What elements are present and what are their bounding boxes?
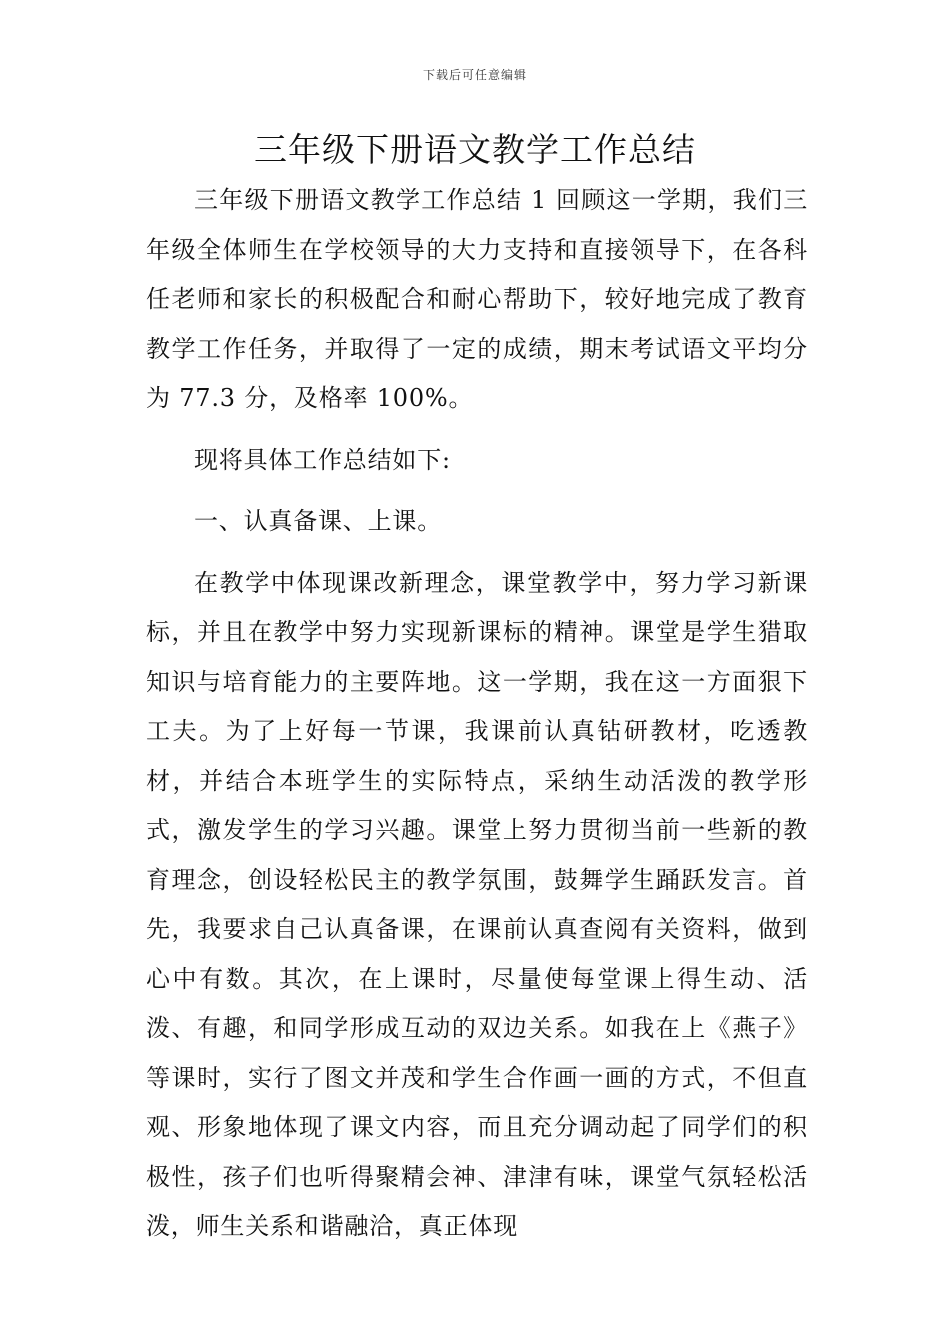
paragraph-summary-lead: 现将具体工作总结如下: — [194, 445, 451, 474]
document-body — [146, 176, 808, 1252]
document-title: 三年级下册语文教学工作总结 — [254, 130, 696, 169]
paragraph-intro: 三年级下册语文教学工作总结 1 回顾这一学期，我们三年级全体师生在学校领导的大力支持和直接领导下，在各科任老师和家长的积极配合和耐心帮助下，较好地完成了教育教学工作任务，并取得了一定的成绩，期末考试语文平均分为 77.3 分，及格率 100%。 — [146, 186, 808, 412]
header-note: 下载后可任意编辑 — [422, 68, 527, 82]
paragraph-section-1: 在教学中体现课改新理念，课堂教学中，努力学习新课标，并且在教学中努力实现新课标的精神。课堂是学生猎取知识与培育能力的主要阵地。这一学期，我在这一方面狠下工夫。为了上好每一节课，我课前认真钻研教材，吃透教材，并结合本班学生的实际特点，采纳生动活泼的教学形式，激发学生的学习兴趣。课堂上努力贯彻当前一些新的教育理念，创设轻松民主的教学氛围，鼓舞学生踊跃发言。首先，我要求自己认真备课，在课前认真查阅有关资料，做到心中有数。其次，在上课时，尽量使每堂课上得生动、活泼、有趣，和同学形成互动的双边关系。如我在上《燕子》等课时，实行了图文并茂和学生合作画一画的方式，不但直观、形象地体现了课文内容，而且充分调动起了同学们的积极性，孩子们也听得聚精会神、津津有味，课堂气氛轻松活泼，师生关系和谐融洽，真正体现 — [146, 568, 808, 1240]
section-heading-1: 一、认真备课、上课。 — [194, 507, 442, 535]
